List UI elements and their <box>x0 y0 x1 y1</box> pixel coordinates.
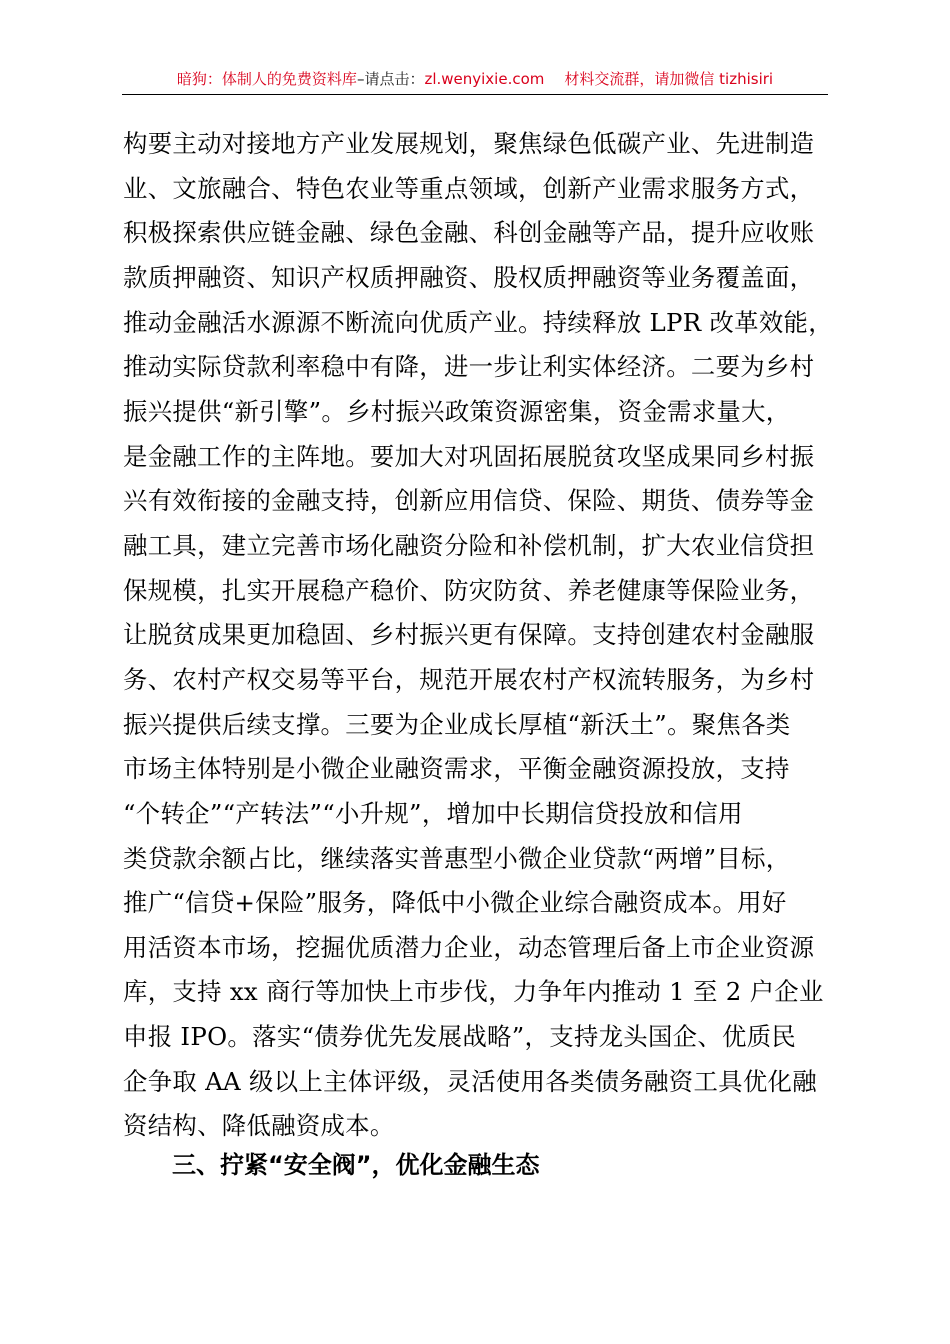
text-line: 是金融工作的主阵地。要加大对巩固拓展脱贫攻坚成果同乡村振 <box>123 441 815 471</box>
header-contact: 材料交流群，请加微信 tizhisiri <box>564 70 774 88</box>
text-line: 用活资本市场，挖掘优质潜力企业，动态管理后备上市企业资源 <box>123 932 815 962</box>
text-line: 市场主体特别是小微企业融资需求，平衡金融资源投放，支持 <box>123 754 790 784</box>
text-line: 构要主动对接地方产业发展规划，聚焦绿色低碳产业、先进制造 <box>123 129 815 158</box>
text-line: 款质押融资、知识产权质押融资、股权质押融资等业务覆盖面， <box>123 262 815 292</box>
text-line: 保规模，扎实开展稳产稳价、防灾防贫、养老健康等保险业务， <box>123 575 815 605</box>
text-line: 让脱贫成果更加稳固、乡村振兴更有保障。支持创建农村金融服 <box>123 620 815 650</box>
text-line: 库，支持 xx 商行等加快上市步伐，力争年内推动 1 至 2 户企业 <box>123 977 824 1007</box>
text-line: 推动金融活水源源不断流向优质产业。持续释放 LPR 改革效能， <box>123 307 833 337</box>
text-line: 积极探索供应链金融、绿色金融、科创金融等产品，提升应收账 <box>123 218 815 248</box>
header-site-name: 暗狗：体制人的免费资料库 <box>176 70 357 88</box>
text-line: 业、文旅融合、特色农业等重点领域，创新产业需求服务方式， <box>123 173 815 203</box>
text-line: 推动实际贷款利率稳中有降，进一步让利实体经济。二要为乡村 <box>123 352 815 382</box>
text-line: “个转企”“产转法”“小升规”，增加中长期信贷投放和信用 <box>123 798 743 828</box>
text-line: 融工具，建立完善市场化融资分险和补偿机制，扩大农业信贷担 <box>123 530 815 560</box>
body-paragraph <box>123 122 843 1149</box>
text-line: 企争取 AA 级以上主体评级，灵活使用各类债务融资工具优化融 <box>123 1066 817 1096</box>
page-header <box>0 68 950 90</box>
text-line: 振兴提供后续支撑。三要为企业成长厚植“新沃土”。聚焦各类 <box>123 709 791 739</box>
text-line: 推广“信贷+保险”服务，降低中小微企业综合融资成本。用好 <box>123 888 787 918</box>
text-line: 振兴提供“新引擎”。乡村振兴政策资源密集，资金需求量大， <box>123 396 791 426</box>
section-heading: 三、拧紧“安全阀”，优化金融生态 <box>172 1151 540 1179</box>
header-prompt: –请点击： <box>356 70 425 88</box>
text-line: 兴有效衔接的金融支持，创新应用信贷、保险、期货、债券等金 <box>123 486 815 516</box>
header-url-link[interactable]: zl.wenyixie.com <box>424 70 545 88</box>
text-line: 务、农村产权交易等平台，规范开展农村产权流转服务，为乡村 <box>123 664 815 694</box>
text-line: 申报 IPO。落实“债券优先发展战略”，支持龙头国企、优质民 <box>123 1022 797 1052</box>
text-line: 类贷款余额占比，继续落实普惠型小微企业贷款“两增”目标， <box>123 843 791 873</box>
header-divider <box>122 94 828 95</box>
text-line: 资结构、降低融资成本。 <box>123 1111 395 1141</box>
